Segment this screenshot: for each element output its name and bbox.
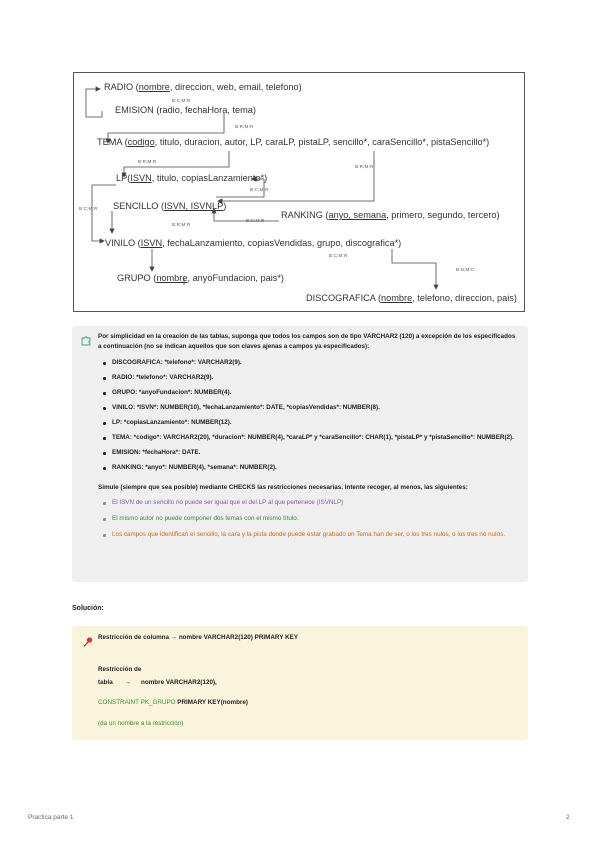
entity-radio: RADIO (nombre, direccion, web, email, telefono)	[104, 82, 302, 92]
list-item: EMISION: *fechaHora*: DATE.	[112, 448, 518, 458]
list-item: TEMA: *codigo*: VARCHAR2(20), *duracion*: NUMBER(4), *caraLP* y *caraSencillo*: CHAR(1), *pistaLP* y *pistaSencillo*: NUMBER(2).	[112, 433, 518, 443]
fk-label: B:R;M:R	[235, 124, 254, 129]
entity-sencillo: SENCILLO (ISVN, ISVNLP)	[113, 201, 227, 211]
solution-callout	[72, 626, 528, 740]
fk-label: B:R;M:R	[138, 159, 157, 164]
table-constraint-line: tabla → nombre VARCHAR2(120),	[98, 679, 217, 686]
fk-label: B:C;M:R	[172, 98, 191, 103]
list-item: GRUPO: *anyoFundacion*: NUMBER(4).	[112, 388, 518, 398]
fk-label: B:C;M:R	[329, 253, 348, 258]
column-constraint-line: Restricción de columna → nombre VARCHAR2(120) PRIMARY KEY	[98, 634, 299, 641]
list-item: Los campos que identifican el sencillo, la cara y la pista donde puede estar grabado un Tema han de ser, o los tres nulos, o los tres no nulos.	[112, 530, 518, 540]
table-constraint-label: Restricción de	[98, 666, 142, 673]
pushpin-icon	[82, 636, 94, 648]
footer-title: Practica parte 1	[28, 814, 74, 821]
page-number: 2	[566, 814, 570, 821]
entity-ranking: RANKING (anyo, semana, primero, segundo, tercero)	[281, 210, 500, 220]
fk-label: B:N;M:C	[456, 267, 475, 272]
list-item: VINILO: *ISVN*: NUMBER(10), *fechaLanzamiento*: DATE, *copiasVendidas*: NUMBER(8).	[112, 403, 518, 413]
list-item: El mismo autor no puede componer dos temas con el mismo título.	[112, 514, 518, 524]
entity-grupo: GRUPO (nombre, anyoFundacion, pais*)	[117, 273, 284, 283]
check-intro: Simule (siempre que sea posible) mediante CHECKS las restricciones necesarias. Intente recoger, al menos, las siguientes:	[98, 484, 468, 491]
puzzle-icon	[80, 334, 92, 346]
relational-schema-diagram	[73, 72, 525, 312]
list-item: RANKING: *anyo*: NUMBER(4), *semana*: NUMBER(2).	[112, 463, 518, 473]
note-intro: Por simplicidad en la creación de las tablas, suponga que todos los campos son de tipo VARCHAR2 (120) a excepción de los especificados a continuación (no se indican aquellos que son claves ajenas a campos ya especificados):	[98, 333, 516, 350]
type-spec-list	[98, 358, 518, 473]
entity-discografica: DISCOGRAFICA (nombre, telefono, direccion, pais)	[306, 293, 517, 303]
list-item: El ISVN de un sencillo no puede ser igual que el del LP al que pertenece (ISVNLP)	[112, 498, 518, 508]
arrow-vinilo-discografica	[392, 249, 436, 287]
fk-label: B:R;M:R	[355, 164, 374, 169]
fk-label: B:R;M:R	[172, 222, 191, 227]
fk-label: B:C;M:R	[250, 187, 269, 192]
arrowhead-radio	[96, 87, 100, 91]
arrow-emision-radio	[86, 89, 102, 117]
constraint-statement: CONSTRAINT PK_GRUPO PRIMARY KEY(nombre)	[98, 699, 248, 706]
note-callout	[72, 326, 528, 582]
list-item: RADIO: *telefono*: VARCHAR2(9).	[112, 373, 518, 383]
constraint-comment: (da un nombre a la restricción)	[98, 720, 184, 727]
list-item: DISCOGRAFICA: *telefono*: VARCHAR2(9).	[112, 358, 518, 368]
fk-label: B:C;M:R	[79, 206, 98, 211]
list-item: LP: *copiasLanzamiento*: NUMBER(12).	[112, 418, 518, 428]
check-constraint-list	[98, 498, 518, 540]
solution-heading: Solución:	[72, 605, 104, 612]
entity-emision: EMISION (radio, fechaHora, tema)	[115, 105, 256, 115]
fk-label: B:C;M:R	[246, 218, 265, 223]
entity-vinilo: VINILO (ISVN, fechaLanzamiento, copiasVendidas, grupo, discografica*)	[105, 238, 402, 248]
entity-tema: TEMA (codigo, titulo, duracion, autor, LP, caraLP, pistaLP, sencillo*, caraSencillo*, pistaSencillo*)	[97, 137, 490, 147]
entity-lp: LP(ISVN, titulo, copiasLanzamiento*)	[116, 173, 268, 183]
